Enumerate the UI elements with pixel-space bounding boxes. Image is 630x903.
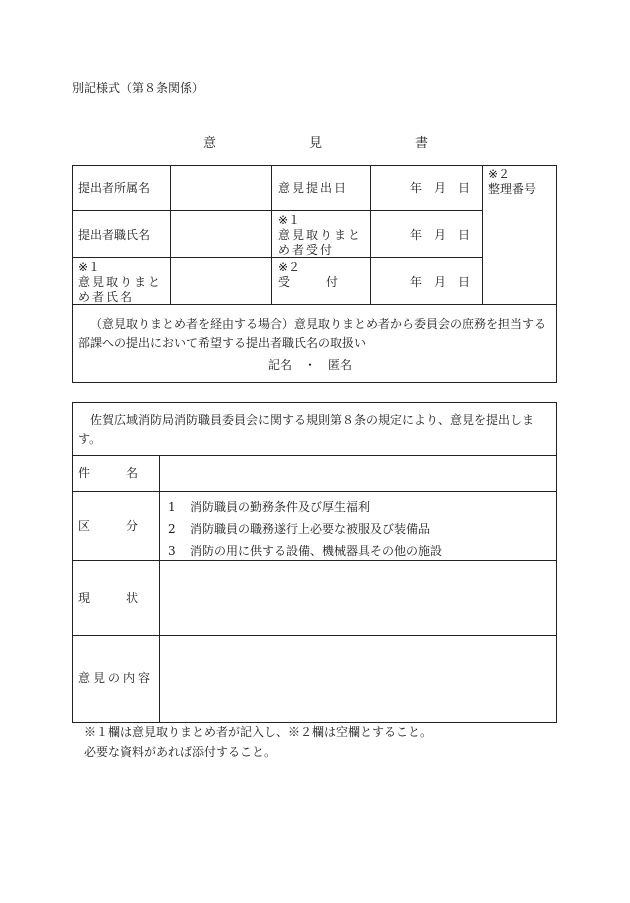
receipt-note: ※１ [278,213,301,227]
compiler-name-label: 意見取りまとめ者氏名 [78,275,163,304]
opinion-content-label: 意見の内容 [78,671,154,685]
category-list [168,496,442,562]
status-label: 現 状 [78,591,139,605]
submit-date-field[interactable]: 年 月 日 [410,181,471,195]
category-item-1[interactable] [168,496,442,518]
submitter-affiliation-field[interactable] [178,170,266,206]
category-number: 1 [168,500,176,514]
title-char-2: 見 [309,136,323,151]
category-text: 消防の用に供する設備、機械器具その他の施設 [190,544,443,558]
category-item-3[interactable] [168,540,442,562]
category-item-2[interactable] [168,518,442,540]
anonymity-text: （意見取りまとめ者を経由する場合）意見取りまとめ者から委員会の庶務を担当する部課への提出において希望する提出者職氏名の取扱い [78,317,547,350]
category-number: 2 [168,522,176,536]
compiler-receipt-label: 意見取りまとめ者受付 [278,228,363,257]
submitter-name-label: 提出者職氏名 [78,228,151,242]
note-2: 必要な資料があれば添付すること。 [84,745,277,759]
receipt-date-field[interactable]: 年 月 日 [410,228,471,242]
ref-note: ※２ [488,167,511,181]
submitter-name-field[interactable] [178,215,266,253]
status-field[interactable] [166,566,551,630]
compiler-name-field[interactable] [178,262,266,300]
opinion-content-field[interactable] [166,641,551,717]
compiler-note: ※１ [78,260,101,274]
title-char-1: 意 [203,136,217,151]
anonymity-options[interactable]: 記名 ・ 匿名 [268,358,353,372]
category-number: 3 [168,544,176,558]
reception-date-field[interactable]: 年 月 日 [410,275,471,289]
submit-date-label: 意見提出日 [278,181,349,195]
category-text: 消防職員の勤務条件及び厚生福利 [190,500,371,514]
opinion-intro: 佐賀広域消防局消防職員委員会に関する規則第８条の規定により、意見を提出します。 [78,413,535,446]
reception-label: 受 付 [278,275,339,289]
reception-note: ※２ [278,260,301,274]
note-1: ※１欄は意見取りまとめ者が記入し、※２欄は空欄とすること。 [84,725,433,739]
form-label: 別記様式（第８条関係） [72,81,205,95]
submitter-affiliation-label: 提出者所属名 [78,181,151,195]
subject-field[interactable] [166,460,551,488]
category-label: 区 分 [78,519,139,533]
subject-label: 件 名 [78,466,139,480]
category-text: 消防職員の職務遂行上必要な被服及び装備品 [190,522,431,536]
title-char-3: 書 [415,136,429,151]
reference-number-label: 整理番号 [488,182,537,196]
